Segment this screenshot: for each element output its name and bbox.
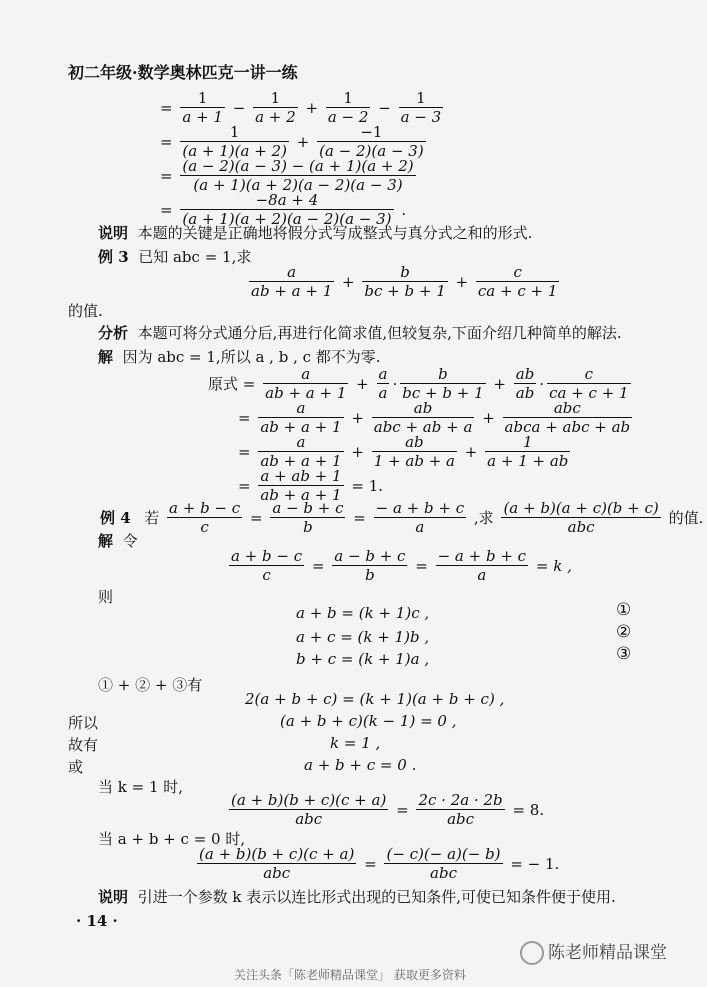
- case-1-equation: $\frac{(a + b)(b + c)(c + a)}{\text{abc}}$ = $\frac{2c \cdot 2a \cdot 2b}{\text{abc}}$ = 8.: [231, 791, 545, 828]
- watermark-footer: 关注头条「陈老师精品课堂」 获取更多资料: [234, 968, 466, 982]
- page-number: · 14 ·: [76, 912, 118, 930]
- thus-label: 故有: [68, 736, 99, 754]
- thus-equation: k = 1 ,: [330, 734, 381, 752]
- equation-2: a + c = (k + 1)b ,: [296, 628, 430, 646]
- derivation-line-3: = $\frac{(a - 2)(a - 3) - (a + 1)(a + 2)}{(a + 1)(a + 2)(a - 2)(a - 3)}$: [160, 157, 414, 194]
- so-equation: (a + b + c)(k − 1) = 0 ,: [280, 712, 457, 730]
- solution-3-intro: 解 因为 abc = 1,所以 a , b , c 都不为零.: [98, 348, 381, 366]
- derivation-line-2: = $\frac{1}{(a + 1)(a + 2)}$ + $\frac{-1}{(a - 2)(a - 3)}$: [160, 123, 424, 160]
- solution-3-row-4: = $\frac{a + ab + 1}{ab + a + 1}$ = 1.: [238, 467, 384, 504]
- solution-4-k-equation: $\frac{a + b - c}{c}$ = $\frac{a - b + c}{b}$ = $\frac{- a + b + c}{a}$ = k ,: [231, 547, 572, 584]
- case-1-label: 当 k = 1 时,: [98, 778, 184, 796]
- watermark-brand: 陈老师精品课堂: [520, 938, 667, 965]
- sum-label: ① + ② + ③有: [98, 676, 203, 694]
- solution-3-row-2: = $\frac{a}{ab + a + 1}$ + $\frac{ab}{\text{abc + ab + a}}$ + $\frac{\text{abc}}{\text{abca + abc + ab}}$: [238, 399, 631, 436]
- example-3-statement: 例 3 已知 abc = 1,求: [98, 248, 252, 266]
- equation-tag-2: ②: [616, 622, 632, 642]
- or-equation: a + b + c = 0 .: [304, 756, 417, 774]
- note-label: 说明: [98, 224, 129, 242]
- equation-tag-1: ①: [616, 600, 632, 620]
- equation-3: b + c = (k + 1)a ,: [296, 650, 430, 668]
- note-1: [98, 222, 532, 243]
- so-label: 所以: [68, 714, 99, 732]
- example-3-expression: $\frac{a}{ab + a + 1}$ + $\frac{b}{bc + b + 1}$ + $\frac{c}{ca + c + 1}$: [251, 263, 558, 300]
- solution-3-row-1: 原式 = $\frac{a}{ab + a + 1}$ + $\frac{a}{a}$ · $\frac{b}{bc + b + 1}$ + $\frac{ab}{ab}$ · $\frac{c}{ca + c + 1}$: [208, 365, 629, 402]
- wechat-logo-icon: [520, 941, 544, 965]
- solution-3-row-3: = $\frac{a}{ab + a + 1}$ + $\frac{ab}{1 + ab + a}$ + $\frac{1}{a + 1 + ab}$: [238, 433, 569, 470]
- equation-tag-3: ③: [616, 644, 632, 664]
- note-text: 本题的关键是正确地将假分式写成整式与真分式之和的形式.: [137, 224, 533, 242]
- page-header-title: 初二年级·数学奥林匹克一讲一练: [68, 63, 298, 82]
- case-2-label: 当 a + b + c = 0 时,: [98, 830, 246, 848]
- note-2: 说明 引进一个参数 k 表示以连比形式出现的已知条件,可使已知条件便于使用.: [98, 888, 616, 906]
- sum-equation: 2(a + b + c) = (k + 1)(a + b + c) ,: [245, 690, 505, 708]
- example-3-tail: 的值.: [68, 302, 103, 320]
- derivation-line-4: = $\frac{-8a + 4}{(a + 1)(a + 2)(a - 2)(a - 3)}$ .: [160, 191, 407, 228]
- or-label: 或: [68, 758, 84, 776]
- example-label: 例 3: [98, 248, 129, 266]
- analysis: 分析 本题可将分式通分后,再进行化简求值,但较复杂,下面介绍几种简单的解法.: [98, 324, 622, 342]
- equation-1: a + b = (k + 1)c ,: [296, 604, 430, 622]
- example-4-statement: 例 4 若 $\frac{a + b - c}{c}$ = $\frac{a - b + c}{b}$ = $\frac{- a + b + c}{a}$ ,求 $\frac{(a + b)(a + c)(b + c)}{\text{abc}}$ 的值.: [100, 499, 704, 536]
- example-label: 例 4: [100, 509, 131, 527]
- then-label: 则: [98, 588, 114, 606]
- case-2-equation: $\frac{(a + b)(b + c)(c + a)}{\text{abc}}$ = $\frac{(- c)(- a)(- b)}{\text{abc}}$ = − 1.: [199, 845, 560, 882]
- derivation-line-1: = $\frac{1}{a + 1}$ − $\frac{1}{a + 2}$ + $\frac{1}{a - 2}$ − $\frac{1}{a - 3}$: [160, 89, 442, 126]
- solution-4-intro: 解 令: [98, 532, 138, 550]
